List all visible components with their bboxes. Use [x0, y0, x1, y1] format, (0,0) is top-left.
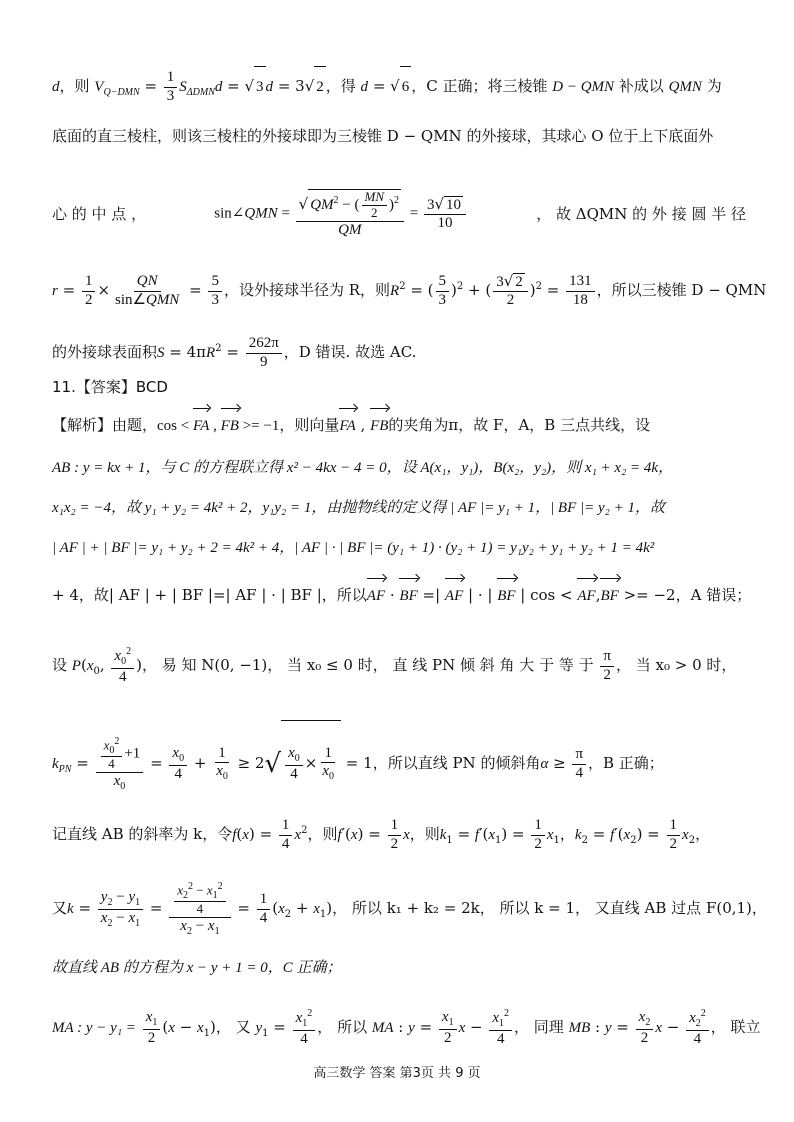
text-line-5-pre: 的外接球表面积 — [52, 343, 158, 361]
text-line-10: | AF | + | BF |= y₁ + y₂ + 2 = 4k² + 4，| AF | · | BF |= (y₁ + 1) · (y₂ + 1) = y₁y₂ + y₁ + y₂ + 1 = 4k² — [52, 540, 655, 556]
line-14: 记直线 AB 的斜率为 k，令f(x) = $\frac{1}{4}$ $x^2$，则f′(x) = $\frac{1}{2}$ x，则$k_1 = f'(x_1)$ = $\frac{1}{2}$ $x_1$，$k_2 = f'(x_2)$ = $\frac{1}{2}$ $x_2$， — [52, 817, 711, 852]
text-line-2: 底面的直三棱柱，则该三棱柱的外接球即为三棱锥 D − QMN 的外接球，其球心 O 位于上下底面外 — [52, 127, 714, 145]
line-11: + 4，故| AF | + | BF |=| AF | · | BF |，所以AF · BF =| AF | · | BF | cos < AF,BF >= −2，A 错误； — [52, 580, 746, 610]
text-line-4-mid: ，设外接球半径为 R，则 — [223, 281, 391, 299]
text-line-15-pre: 又 — [52, 899, 68, 917]
line-15: 又k = $\frac{y_2 - y_1}{x_2 - x_1}$ = $\frac{\frac{x_2^2 - x_1^2}{4}}{x_2 - x_1}$ = $\frac{1}{4}$ $(x_2 + x_1)$， 所以 k₁ + k₂ = 2k， 所以 k = 1， 又直线 AB 过点 F(0,1)， — [52, 880, 767, 937]
text-line-8: AB : y = kx + 1，与 C 的方程联立得 x² − 4kx − 4 = 0，设 A(x₁，y₁)，B(x₂，y₂)，则 x₁ + x₂ = 4k， — [52, 460, 674, 476]
text-line-12-pre: 设 — [52, 656, 68, 674]
text-line-4-post: ，所以三棱锥 D − QMN — [596, 281, 767, 299]
text-line-14-mid: ，则 — [307, 825, 338, 843]
line-5: 的外接球表面积$S = 4\pi R^2$ = $\frac{262\pi}{9}$ ，D 错误. 故选 AC. — [52, 335, 417, 370]
text-line-13-tail: ，B 正确； — [588, 754, 664, 772]
answer-heading — [52, 375, 746, 399]
line-10 — [52, 536, 746, 560]
text-line-9: x₁x₂ = −4，故 y₁ + y₂ = 4k² + 2，y₁y₂ = 1，由抛物线的定义得 | AF |= y₁ + 1，| BF |= y₂ + 1，故 — [52, 500, 666, 516]
text-line-7-pre: 【解析】由题， — [52, 416, 158, 434]
line-13: $k_{PN}$ = $\frac{x_0^2}{4}$ +1 $x_0$ = $\frac{x_0}{4}$ + $\frac{1}{x_0}$ ≥ 2√ $\frac{x_0}{4}$ × $\frac{1}{x_0}$ = 1，所以直线 PN 的倾斜角α ≥ $\frac{\pi}{4}$ ，B 正确； — [52, 720, 746, 804]
text-line-11-post: ，A 错误； — [675, 586, 752, 604]
line-16 — [52, 956, 746, 980]
line-1: d，则 $V_{Q-DMN}$ = $\frac{1}{3}$ $S_{\Delta DMN}d$ = √ 3 d = 3√ 2 ，得 d = √ 6 ，C 正确；将三棱锥 D − QMN 补成以 QMN 为 — [52, 66, 746, 106]
text-line-3-pre: 心 的 中 点 ， — [52, 205, 147, 223]
text-line-17-mid2: ， 所以 — [317, 1018, 368, 1036]
text-line-16: 故直线 AB 的方程为 x − y + 1 = 0，C 正确； — [52, 960, 342, 976]
text-line-5-post: ，D 错误. 故选 AC. — [283, 343, 417, 361]
line-8 — [52, 456, 746, 480]
text-line-12-mid: ， 易 知 N(0, −1)， 当 x₀ ≤ 0 时， 直 线 PN 倾 斜 角 大 于 等 于 — [141, 656, 594, 674]
page-footer — [0, 1062, 794, 1081]
text-line-17-mid3: ， 同理 — [514, 1018, 564, 1036]
text-line-7-tail: 的夹角为π，故 F，A，B 三点共线，设 — [388, 416, 651, 434]
line-4: r = $\frac{1}{2}$ × $\frac{QN}{\text{sin∠QMN}}$ = $\frac{5}{3}$ ，设外接球半径为 R，则$R^2$ = ( $\frac{5}{3}$ )$^2$ + ( $\frac{3√ 2}{2}$ )$^2$ = $\frac{131}{18}$ ，所以三棱锥 D − QMN — [52, 271, 767, 308]
text-line-7-post: ，则向量 — [279, 416, 340, 434]
line-17: MA : y − y₁ = $\frac{x_1}{2}$ $(x - x_1)$， 又 $y_1$ = $\frac{x_1^2}{4}$ ， 所以 MA : y = $\frac{x_1}{2}$ x − $\frac{x_1^2}{4}$ ， 同理 MB : y = $\frac{x_2}{2}$ x − $\frac{x_2^2}{4}$ ， 联立 — [52, 1008, 761, 1047]
line-3: 心 的 中 点 ， sin∠QMN = √ $QM^2$ − ( $\frac{MN}{2}$ )$^2$ QM = $\frac{3√ 10}{10}$ ， 故 ΔQMN 的 外 接 圆 半 径 — [52, 188, 746, 238]
line-2 — [52, 124, 746, 148]
text-line-11-pre: + 4，故| AF | + | BF |=| AF | · | BF |，所以 — [52, 586, 367, 604]
answer-label: 11.【答案】BCD — [52, 378, 168, 396]
text-line-14-pre: 记直线 AB 的斜率为 k，令 — [52, 825, 233, 843]
line-7: 【解析】由题，cos < FA , FB >= −1，则向量FA , FB的夹角为π，故 F，A，B 三点共线，设 — [52, 410, 746, 440]
footer-text: 高三数学 答案 第3页 共 9 页 — [313, 1066, 481, 1081]
line-12: 设 $P(x_0$, $\frac{x_0^2}{4}$ )， 易 知 N(0, −1)， 当 x₀ ≤ 0 时， 直 线 PN 倾 斜 角 大 于 等 于 $\frac{\pi}{2}$ ， 当 x₀ > 0 时， — [52, 646, 737, 685]
text-line-17-post: ， 联立 — [710, 1018, 761, 1036]
line-9 — [52, 496, 746, 520]
text-line-14-mid2: ，则 — [409, 825, 440, 843]
text-line-17-mid: ， 又 — [215, 1018, 251, 1036]
text-line-15-post: ， 所以 k₁ + k₂ = 2k， 所以 k = 1， 又直线 AB 过点 F(0,1)， — [332, 899, 767, 917]
text-line-17-pre: MA : y − y₁ = — [52, 1020, 136, 1036]
text-line-13-post: ，所以直线 PN 的倾斜角 — [372, 754, 541, 772]
text-line-12-post: ， 当 x₀ > 0 时， — [615, 656, 737, 674]
text-line-3-post: ， 故 ΔQMN 的 外 接 圆 半 径 — [536, 205, 746, 223]
